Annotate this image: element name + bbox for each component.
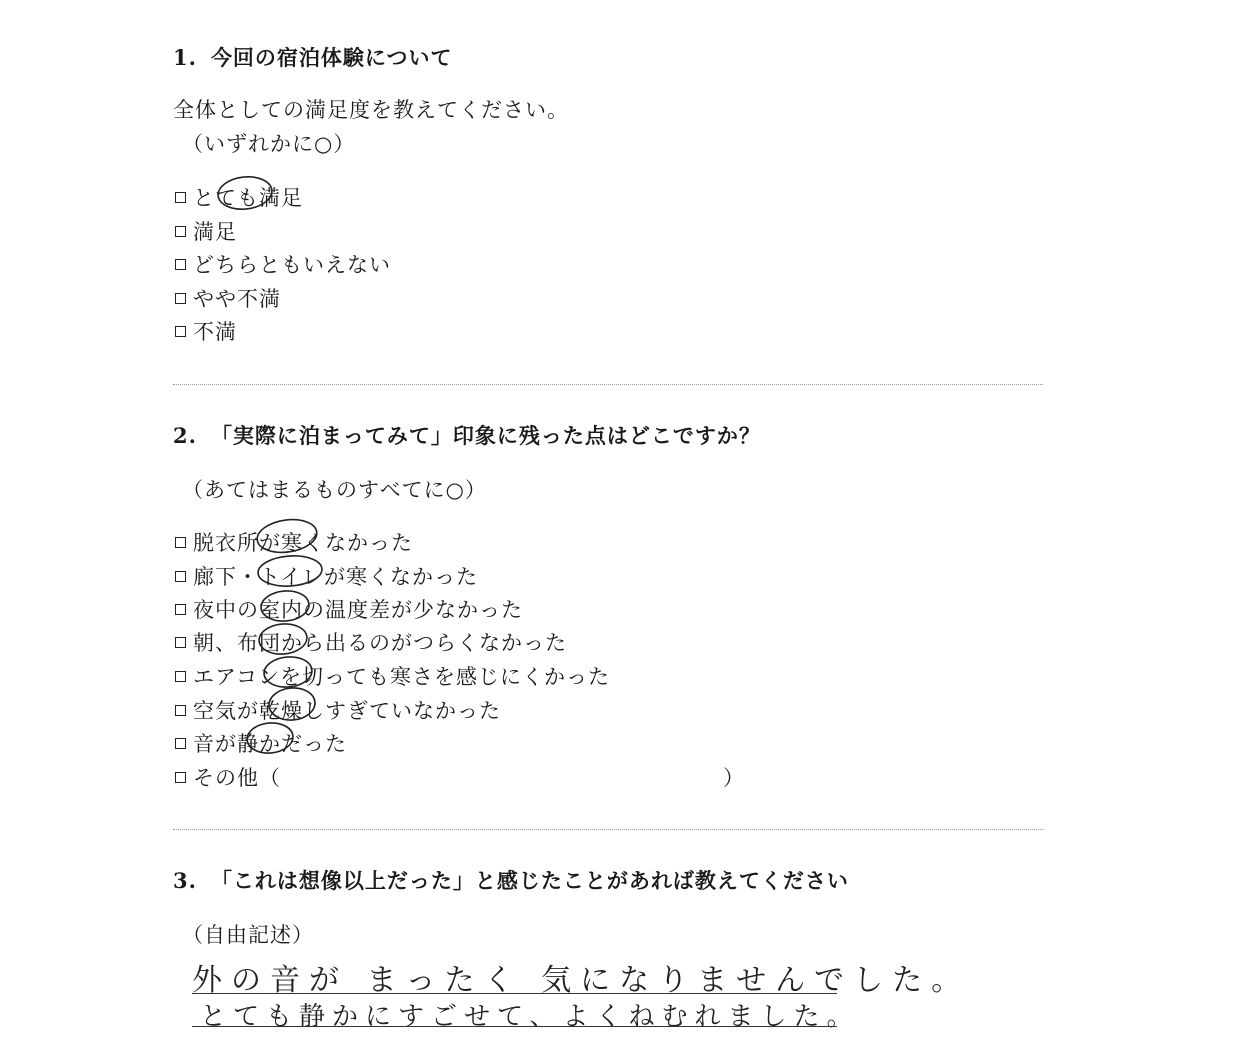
option-quiet[interactable]: 音が静かだった	[175, 728, 347, 758]
option-humidity[interactable]: 空気が乾燥しすぎていなかった	[175, 695, 501, 725]
section1-instruction: （いずれかに○）	[182, 132, 356, 156]
section3-instruction: （自由記述）	[182, 923, 314, 947]
circle-mark	[260, 589, 310, 623]
free-text-answer-line-2[interactable]: とても静かにすごせて、よくねむれました。	[200, 1002, 860, 1032]
option-dissatisfied[interactable]: 不満	[175, 316, 237, 346]
option-other[interactable]: その他（ ）	[175, 762, 281, 792]
other-close-paren: ）	[723, 766, 745, 790]
circle-mark	[257, 554, 323, 588]
option-night-temperature[interactable]: 夜中の室内の温度差が少なかった	[175, 594, 523, 624]
section1-title: 今回の宿泊体験について	[210, 45, 453, 70]
section1-number: 1.	[173, 45, 197, 70]
circle-mark	[246, 721, 294, 755]
section2-title: 「実際に泊まってみて」印象に残った点はどこですか？	[210, 423, 761, 448]
option-hallway-toilet[interactable]: 廊下・トイレが寒くなかった	[175, 561, 478, 591]
option-neutral[interactable]: どちらともいえない	[175, 249, 391, 279]
option-morning-futon[interactable]: 朝、布団から出るのがつらくなかった	[175, 627, 567, 657]
circle-mark	[216, 174, 273, 211]
option-dressing-room[interactable]: 脱衣所が寒くなかった	[175, 527, 413, 557]
circle-mark	[255, 516, 319, 556]
option-satisfied[interactable]: 満足	[175, 216, 237, 246]
section3-number: 3.	[173, 868, 197, 893]
section2-number: 2.	[173, 423, 197, 448]
option-somewhat-dissatisfied[interactable]: やや不満	[175, 283, 281, 313]
circle-mark	[258, 622, 308, 656]
section3-title: 「これは想像以上だった」と感じたことがあれば教えてください	[210, 868, 849, 893]
section2-instruction: （あてはまるものすべてに○）	[182, 478, 487, 502]
circle-mark	[263, 655, 313, 689]
option-very-satisfied[interactable]: とても満足	[175, 182, 303, 212]
option-aircon-off[interactable]: エアコンを切っても寒さを感じにくかった	[175, 661, 610, 691]
free-text-answer-line-1[interactable]: 外の音が まったく 気になりませんでした。	[192, 963, 971, 998]
circle-mark	[268, 686, 317, 722]
section1-question: 全体としての満足度を教えてください。	[173, 98, 569, 122]
